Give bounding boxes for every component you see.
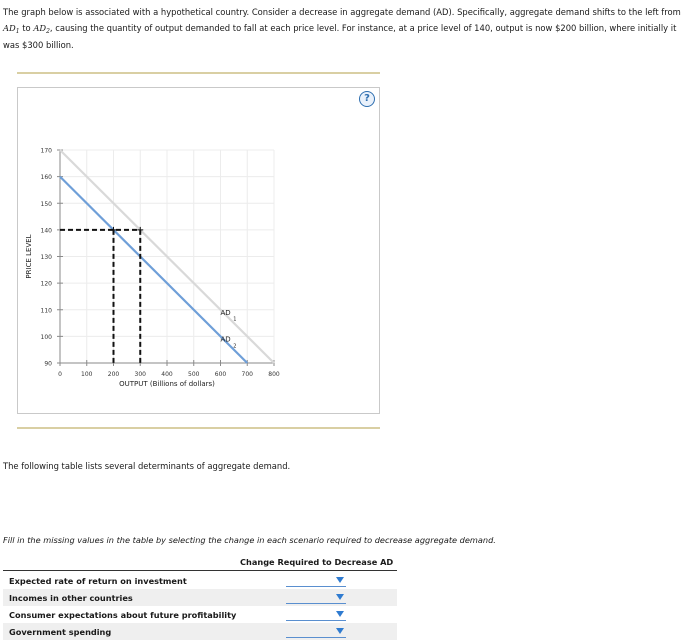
x-tick-label: 700 bbox=[241, 371, 253, 378]
chevron-down-icon bbox=[336, 594, 344, 600]
table-row-foreign-incomes bbox=[3, 589, 397, 606]
change-dropdown-expected-return[interactable] bbox=[286, 575, 346, 587]
y-tick-label: 90 bbox=[44, 360, 52, 368]
help-icon[interactable]: ? bbox=[359, 91, 375, 107]
x-tick-label: 600 bbox=[214, 371, 227, 378]
row-label: Incomes in other countries bbox=[9, 593, 133, 603]
row-label: Government spending bbox=[9, 627, 112, 637]
x-tick-label: 400 bbox=[161, 371, 173, 378]
y-tick-label: 160 bbox=[40, 174, 52, 182]
ad1-symbol bbox=[3, 23, 20, 36]
row-label: Expected rate of return on investment bbox=[9, 576, 187, 586]
divider-top bbox=[17, 72, 380, 74]
row-label: Consumer expectations about future profitability bbox=[9, 610, 237, 620]
y-tick-label: 140 bbox=[40, 227, 52, 235]
intro-paragraph bbox=[3, 4, 683, 53]
change-dropdown-government-spending[interactable] bbox=[286, 626, 346, 638]
y-tick-label: 170 bbox=[40, 147, 52, 155]
ad1-symbol-base: AD bbox=[3, 23, 16, 34]
x-tick-label: 300 bbox=[134, 371, 146, 378]
ad1-symbol-sub: 1 bbox=[15, 28, 20, 36]
ad2-symbol-sub: 2 bbox=[46, 28, 50, 36]
instruction-text: Fill in the missing values in the table by selecting the change in each scenario required to decrease aggregate demand. bbox=[3, 535, 496, 545]
intro-text-part1: The graph below is associated with a hypothetical country. Consider a decrease in aggregate demand (AD). Specifically, aggregate demand shifts to the left from bbox=[3, 7, 681, 17]
table-intro-text: The following table lists several determinants of aggregate demand. bbox=[3, 461, 291, 471]
ad2-symbol-base: AD bbox=[33, 23, 47, 34]
chevron-down-icon bbox=[336, 577, 344, 583]
y-tick-label: 110 bbox=[40, 307, 52, 315]
y-axis-title: PRICE LEVEL bbox=[25, 234, 33, 279]
y-tick-label: 120 bbox=[40, 280, 52, 288]
chevron-down-icon bbox=[336, 611, 344, 617]
ad2-symbol bbox=[33, 23, 50, 36]
table-row-government-spending bbox=[3, 623, 397, 640]
y-tick-label: 100 bbox=[40, 333, 52, 341]
divider-bottom bbox=[17, 427, 380, 429]
intro-text-part2: , causing the quantity of output demanded to fall at each price level. For instance, at a price level of 140, output is now $200 billion, where initially it was $300 billion. bbox=[3, 23, 677, 50]
x-tick-label: 0 bbox=[58, 371, 62, 378]
y-tick-label: 130 bbox=[40, 254, 52, 261]
x-tick-label: 500 bbox=[188, 371, 200, 378]
series-line-ad2 bbox=[60, 177, 247, 363]
intro-text-to: to bbox=[19, 23, 34, 34]
series-label-sub-ad1: 1 bbox=[233, 316, 237, 323]
table-column-header: Change Required to Decrease AD bbox=[240, 557, 394, 567]
x-tick-label: 800 bbox=[268, 371, 280, 378]
series-label-ad1: AD bbox=[220, 309, 231, 318]
table-row-expected-return bbox=[3, 572, 397, 589]
x-tick-label: 200 bbox=[107, 371, 120, 378]
table-row-consumer-expectations bbox=[3, 606, 397, 623]
ad-chart bbox=[18, 88, 379, 413]
series-label-ad2: AD bbox=[220, 335, 231, 344]
table-header-rule bbox=[3, 570, 397, 571]
change-dropdown-foreign-incomes[interactable] bbox=[286, 592, 346, 604]
graph-panel bbox=[17, 87, 380, 414]
x-tick-label: 100 bbox=[81, 371, 93, 378]
x-axis-title: OUTPUT (Billions of dollars) bbox=[119, 380, 215, 388]
chevron-down-icon bbox=[336, 628, 344, 634]
change-dropdown-consumer-expectations[interactable] bbox=[286, 609, 346, 621]
y-tick-label: 150 bbox=[40, 200, 52, 208]
series-label-sub-ad2: 2 bbox=[233, 343, 237, 350]
